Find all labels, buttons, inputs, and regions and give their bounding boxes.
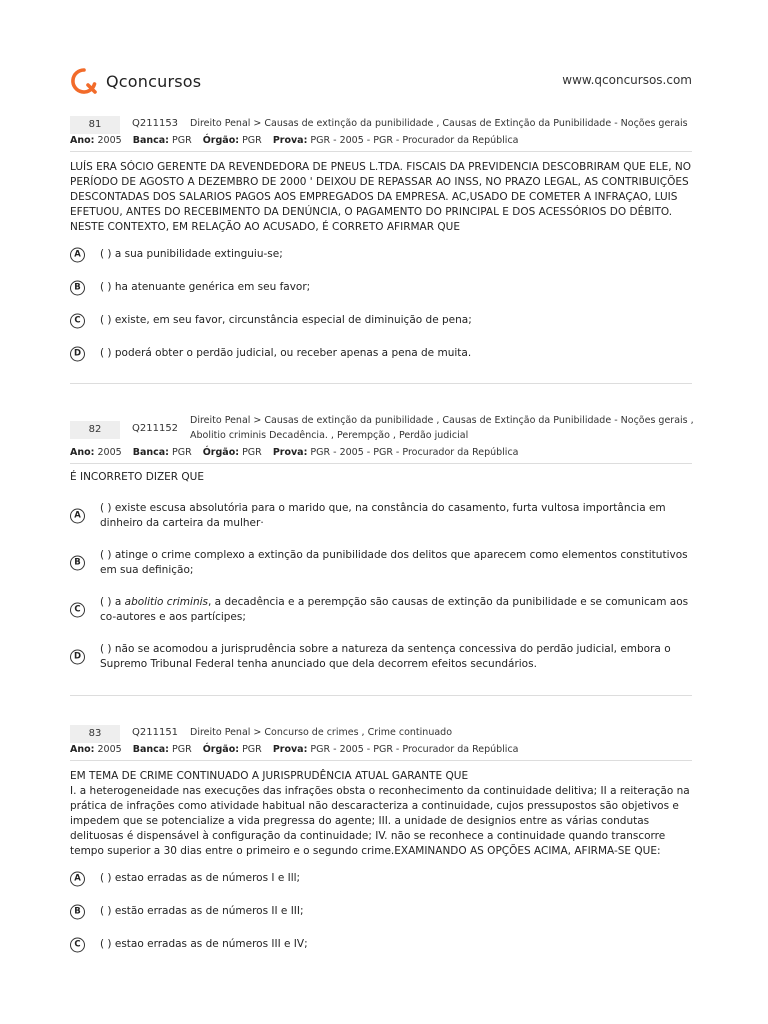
option-text: ( ) atinge o crime complexo a extinção da punibilidade dos delitos que aparecem como elementos constitutivos em sua definição; bbox=[100, 549, 688, 576]
option-letter-c[interactable]: C bbox=[70, 937, 85, 952]
answer-option[interactable] bbox=[70, 904, 692, 919]
option-text: ( ) estão erradas as de números II e III; bbox=[100, 905, 304, 917]
answer-option[interactable] bbox=[70, 871, 692, 886]
question-block bbox=[70, 413, 692, 696]
option-text: ( ) poderá obter o perdão judicial, ou receber apenas a pena de muita. bbox=[100, 347, 472, 359]
banca-label: Banca: bbox=[132, 447, 169, 458]
orgao-label: Órgão: bbox=[202, 135, 240, 146]
option-text: ( ) a sua punibilidade extinguiu-se; bbox=[100, 248, 283, 260]
prova-value: PGR - 2005 - PGR - Procurador da República bbox=[310, 447, 519, 458]
option-text bbox=[100, 596, 688, 623]
divider bbox=[70, 695, 692, 696]
orgao-label: Órgão: bbox=[202, 447, 240, 458]
question-statement: LUÍS ERA SÓCIO GERENTE DA REVENDEDORA DE PNEUS L.TDA. FISCAIS DA PREVIDENCIA DESCOBRIRAM QUE ELE, NO PERÍODO DE AGOSTO A DEZEMBRO DE 2000 ' DEIXOU DE REPASSAR AO INSS, NO PRAZO LEGAL, AS CONTRIBUIÇÕES DESCONTADAS DOS SALARIOS PAGOS AOS EMPREGADOS DA EMPRESA. AC,USADO DE COMETER A INFRAÇAO, LUIS EFETUOU, ANTES DO RECEBIMENTO DA DENÚNCIA, O PAGAMENTO DO PRINCIPAL E DOS ACESSÓRIOS DO DÉBITO. NESTE CONTEXTO, EM RELAÇÃO AO ACUSADO, É CORRETO AFIRMAR QUE bbox=[70, 161, 692, 233]
answer-option[interactable] bbox=[70, 247, 692, 262]
ano-value: 2005 bbox=[97, 744, 122, 755]
option-text-part: , a decadência e a perempção são causas de extinção da punibilidade e se comunicam aos co-autores e aos partícipes; bbox=[100, 596, 689, 623]
banca-value: PGR bbox=[172, 744, 192, 755]
question-subject: Direito Penal > Concurso de crimes , Crime continuado bbox=[190, 727, 453, 738]
question-info-row bbox=[70, 135, 692, 146]
orgao-value: PGR bbox=[242, 447, 262, 458]
divider bbox=[70, 760, 692, 761]
answer-option[interactable] bbox=[70, 313, 692, 328]
orgao-value: PGR bbox=[242, 135, 262, 146]
prova-value: PGR - 2005 - PGR - Procurador da República bbox=[310, 135, 519, 146]
brand-name: Qconcursos bbox=[106, 71, 202, 91]
answer-option[interactable] bbox=[70, 937, 692, 952]
question-id[interactable]: Q211152 bbox=[132, 423, 179, 434]
option-text: ( ) estao erradas as de números III e IV; bbox=[100, 938, 308, 950]
page-header bbox=[70, 67, 692, 97]
answer-option[interactable] bbox=[70, 501, 692, 531]
option-text: ( ) não se acomodou a jurisprudência sobre a natureza da sentença concessiva do perdão judicial, embora o Supremo Tribunal Federal tenha anunciado que dela decorrem efeitos secundários. bbox=[100, 643, 671, 670]
answer-option[interactable] bbox=[70, 548, 692, 578]
question-statement-title: EM TEMA DE CRIME CONTINUADO A JURISPRUDÊNCIA ATUAL GARANTE QUE bbox=[70, 770, 469, 782]
question-number: 81 bbox=[70, 116, 120, 134]
option-text-part: ( ) a bbox=[100, 596, 125, 608]
question-statement: É INCORRETO DIZER QUE bbox=[70, 471, 204, 483]
option-letter-a[interactable]: A bbox=[70, 247, 85, 262]
question-block bbox=[70, 116, 692, 384]
option-letter-d[interactable]: D bbox=[70, 650, 85, 665]
banca-label: Banca: bbox=[132, 744, 169, 755]
question-info-row bbox=[70, 447, 692, 458]
divider bbox=[70, 463, 692, 464]
brand-logo[interactable] bbox=[70, 67, 201, 95]
option-letter-b[interactable]: B bbox=[70, 556, 85, 571]
prova-label: Prova: bbox=[272, 744, 308, 755]
orgao-label: Órgão: bbox=[202, 744, 240, 755]
site-url[interactable]: www.qconcursos.com bbox=[562, 73, 692, 87]
question-id[interactable]: Q211153 bbox=[132, 118, 179, 129]
option-letter-a[interactable]: A bbox=[70, 871, 85, 886]
option-text: ( ) estao erradas as de números I e Ill; bbox=[100, 872, 301, 884]
option-letter-a[interactable]: A bbox=[70, 509, 85, 524]
qconcursos-logo-icon bbox=[70, 67, 98, 95]
divider bbox=[70, 151, 692, 152]
banca-label: Banca: bbox=[132, 135, 169, 146]
option-text: ( ) existe, em seu favor, circunstância especial de diminuição de pena; bbox=[100, 314, 472, 326]
option-letter-b[interactable]: B bbox=[70, 904, 85, 919]
option-text: ( ) existe escusa absolutória para o marido que, na constância do casamento, furta vultosa importância em dinheiro da carteira da mulher· bbox=[100, 502, 666, 529]
question-info-row bbox=[70, 744, 692, 755]
answer-option[interactable] bbox=[70, 280, 692, 295]
divider bbox=[70, 383, 692, 384]
ano-label: Ano: bbox=[70, 135, 95, 146]
question-meta-row bbox=[70, 725, 692, 743]
prova-label: Prova: bbox=[272, 135, 308, 146]
ano-label: Ano: bbox=[70, 447, 95, 458]
answer-option[interactable] bbox=[70, 595, 692, 625]
option-letter-d[interactable]: D bbox=[70, 346, 85, 361]
option-letter-b[interactable]: B bbox=[70, 280, 85, 295]
option-text-italic: abolitio criminis bbox=[124, 596, 208, 608]
question-meta-row bbox=[70, 413, 692, 443]
banca-value: PGR bbox=[172, 447, 192, 458]
question-id[interactable]: Q211151 bbox=[132, 727, 179, 738]
prova-value: PGR - 2005 - PGR - Procurador da República bbox=[310, 744, 519, 755]
question-number: 83 bbox=[70, 725, 120, 743]
prova-label: Prova: bbox=[272, 447, 308, 458]
answer-option[interactable] bbox=[70, 642, 692, 672]
ano-value: 2005 bbox=[97, 135, 122, 146]
orgao-value: PGR bbox=[242, 744, 262, 755]
answer-option[interactable] bbox=[70, 346, 692, 361]
question-subject: Direito Penal > Causas de extinção da punibilidade , Causas de Extinção da Punibilidade - Noções gerais , Abolitio criminis Decadência. , Perempção , Perdão judicial bbox=[190, 415, 694, 441]
question-statement: I. a heterogeneidade nas execuções das infrações obsta o reconhecimento da continuidade delitiva; II a reiteração na prática de infrações como atividade habitual não descaracteriza a continuidade, cujos pressupostos são objetivos e impedem que se potencialize a vida pregressa do agente; III. a unidade de designios entre as várias condutas delituosas é dispensável à configuração da continuidade; IV. não se reconhece a continuidade quando transcorre tempo superior a 30 dias entre o primeiro e o segundo crime.EXAMINANDO AS OPÇÕES ACIMA, AFIRMA-SE QUE: bbox=[70, 785, 690, 857]
ano-label: Ano: bbox=[70, 744, 95, 755]
question-meta-row bbox=[70, 116, 692, 134]
question-block bbox=[70, 725, 692, 952]
option-letter-c[interactable]: C bbox=[70, 603, 85, 618]
option-letter-c[interactable]: C bbox=[70, 313, 85, 328]
ano-value: 2005 bbox=[97, 447, 122, 458]
question-number: 82 bbox=[70, 421, 120, 439]
option-text: ( ) ha atenuante genérica em seu favor; bbox=[100, 281, 311, 293]
question-subject: Direito Penal > Causas de extinção da punibilidade , Causas de Extinção da Punibilidade - Noções gerais bbox=[190, 118, 688, 129]
banca-value: PGR bbox=[172, 135, 192, 146]
